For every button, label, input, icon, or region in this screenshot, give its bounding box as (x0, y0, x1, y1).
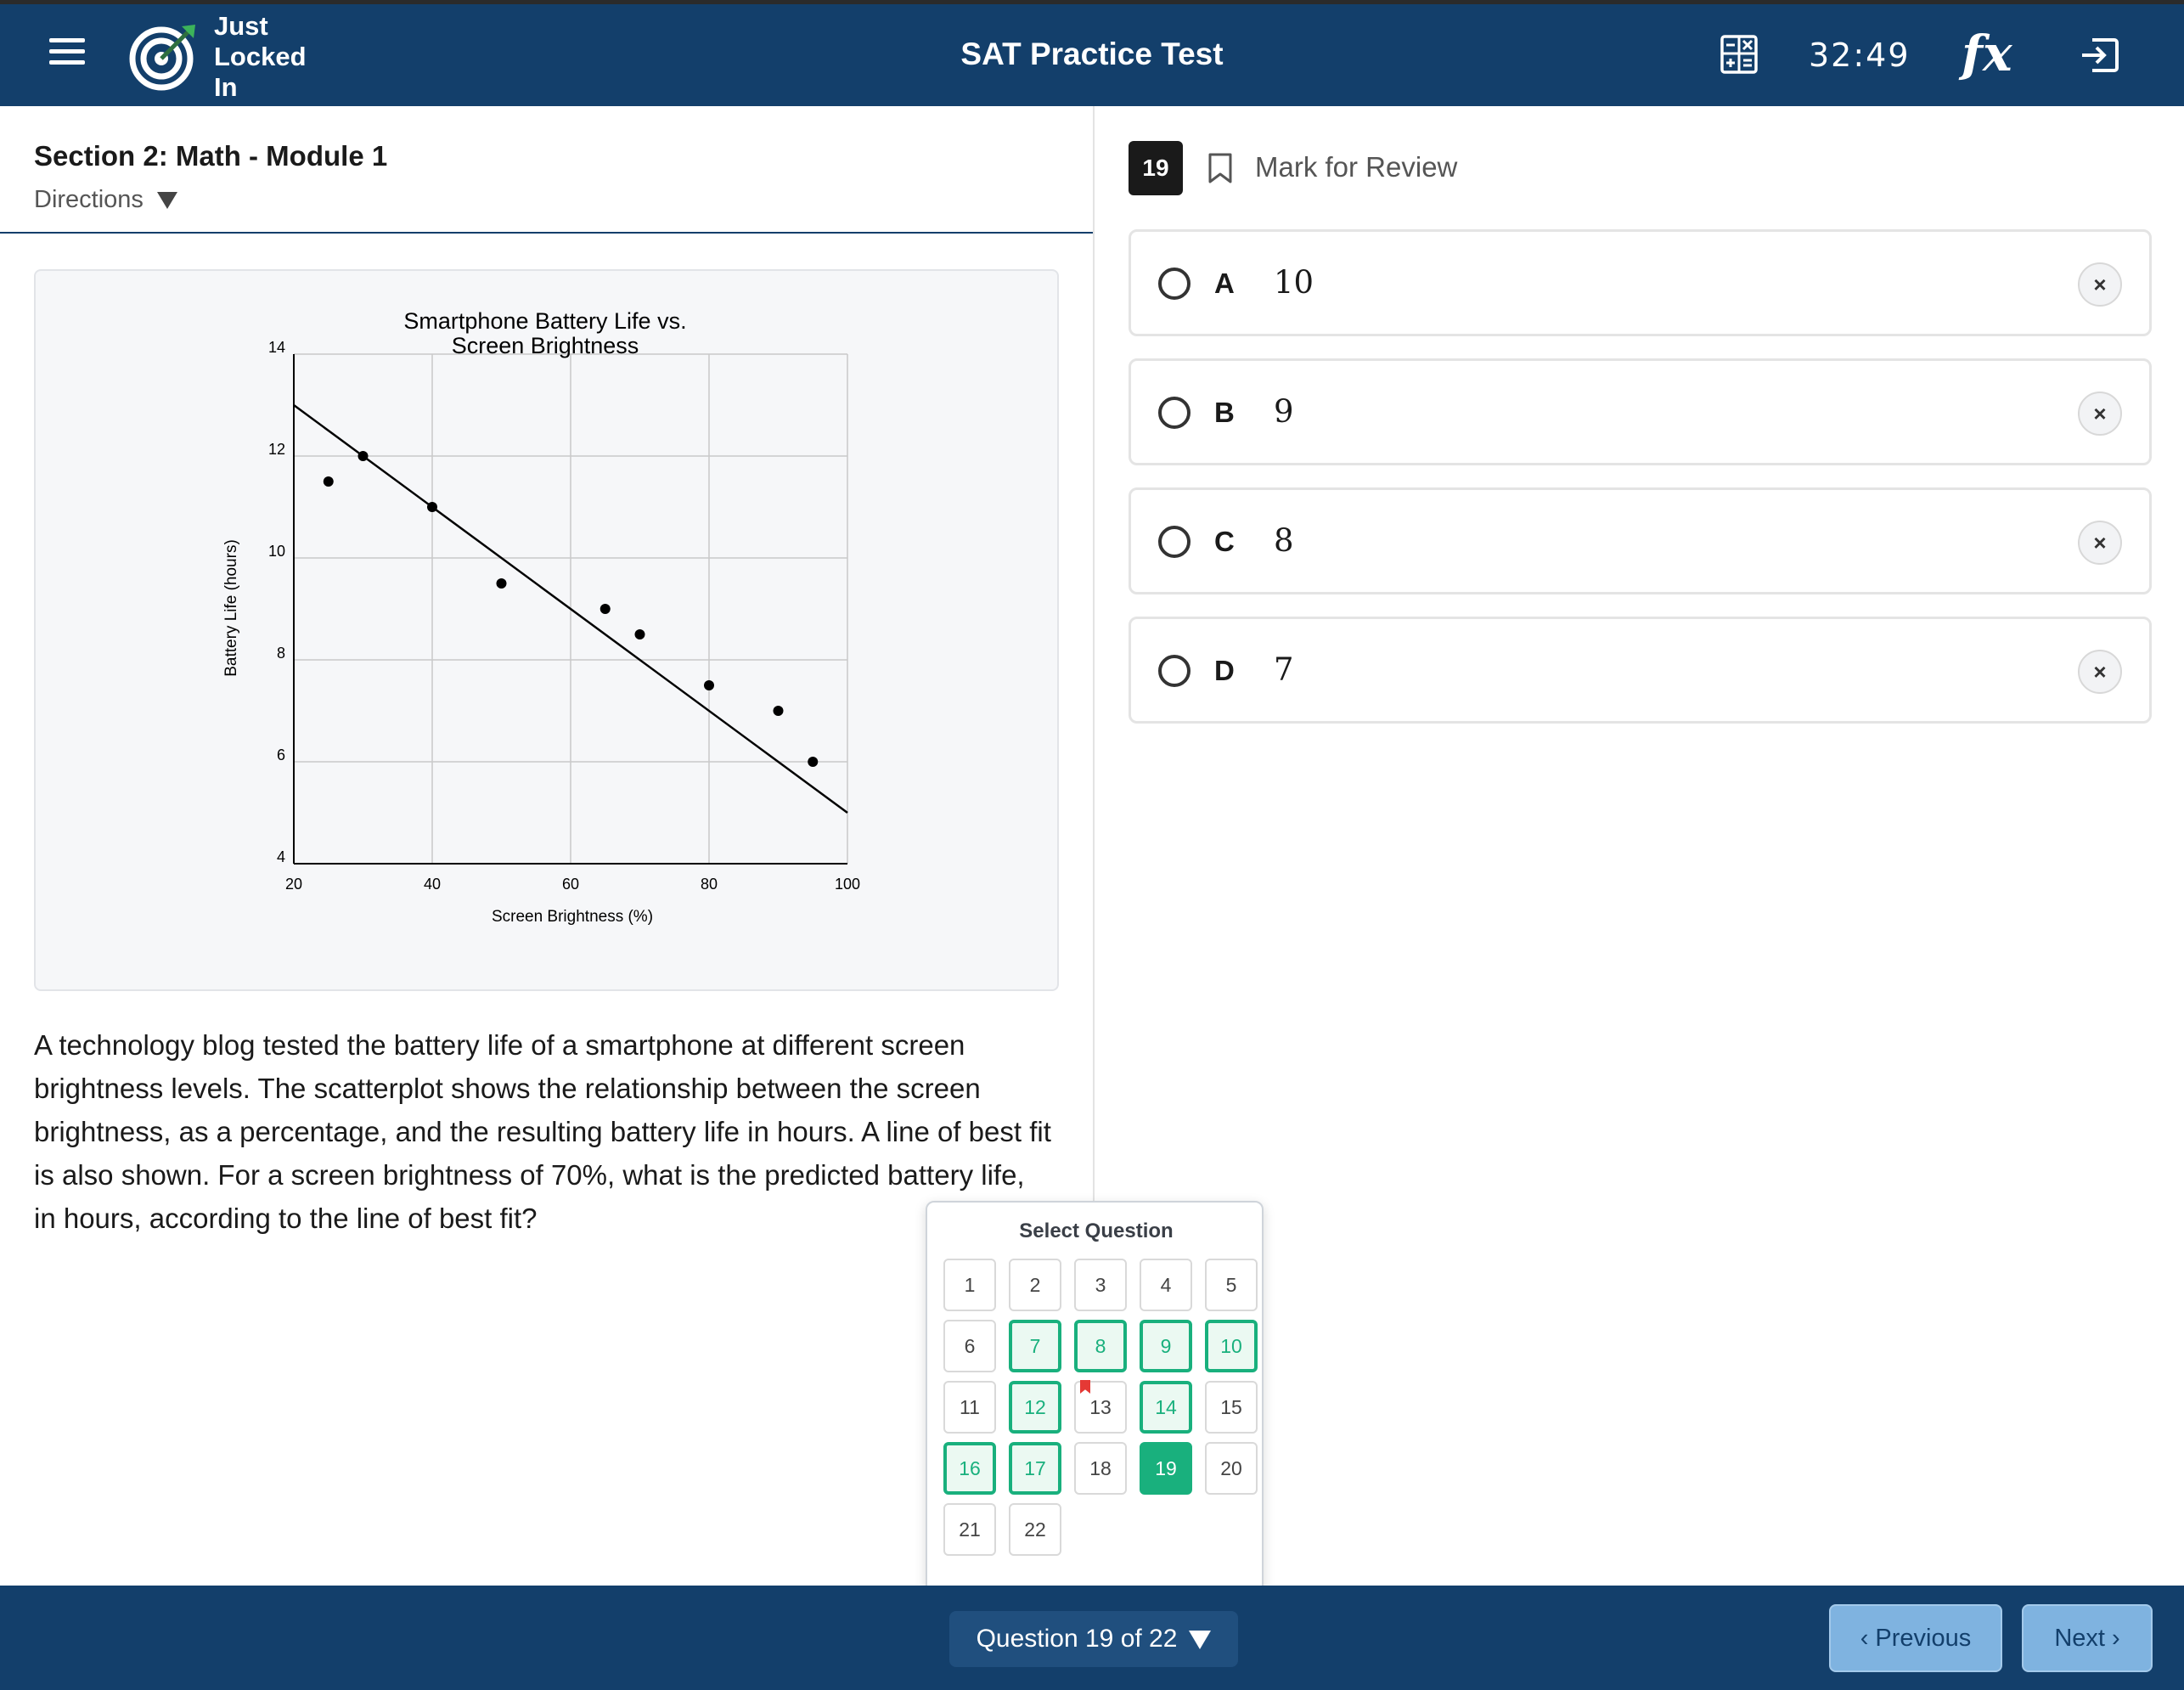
answer-option-d[interactable] (1129, 617, 2152, 724)
question-cell[interactable] (1205, 1442, 1258, 1495)
y-tick-label: 14 (267, 339, 285, 356)
radio-button[interactable] (1158, 655, 1191, 687)
radio-button[interactable] (1158, 268, 1191, 300)
question-cell[interactable] (943, 1381, 996, 1434)
y-tick-label: 4 (276, 848, 285, 865)
question-cell-number: 8 (1095, 1335, 1106, 1357)
data-point (497, 578, 507, 589)
option-letter: A (1214, 268, 1235, 299)
mark-for-review-label[interactable]: Mark for Review (1255, 151, 1458, 183)
question-cell-number: 5 (1225, 1274, 1237, 1296)
question-cell-number: 11 (960, 1396, 980, 1418)
question-cell[interactable] (1140, 1381, 1192, 1434)
question-cell[interactable] (943, 1503, 996, 1556)
question-cell[interactable] (1009, 1442, 1061, 1495)
question-cell[interactable] (1009, 1381, 1061, 1434)
question-cell-number: 15 (1220, 1396, 1242, 1418)
popup-title: Select Question (1019, 1220, 1174, 1242)
question-cell[interactable] (1140, 1259, 1192, 1311)
bottom-bar (0, 1586, 2184, 1690)
question-cell-number: 14 (1155, 1396, 1177, 1418)
question-cell[interactable] (943, 1259, 996, 1311)
formula-reference-button[interactable]: fx (1962, 25, 2012, 82)
answer-option-b[interactable] (1129, 358, 2152, 465)
eliminate-option-button[interactable]: × (2078, 392, 2122, 436)
x-tick-label: 20 (284, 876, 303, 893)
x-tick-label: 60 (561, 876, 580, 893)
question-cell[interactable] (1140, 1320, 1192, 1372)
brand-name: Just Locked In (214, 11, 307, 102)
y-tick-label: 10 (267, 543, 285, 560)
answer-option-a[interactable] (1129, 229, 2152, 336)
y-tick-label: 8 (276, 645, 285, 662)
eliminate-option-button[interactable]: × (2078, 521, 2122, 565)
data-point (600, 604, 611, 614)
question-cell[interactable] (1009, 1503, 1061, 1556)
question-cell[interactable] (1009, 1320, 1061, 1372)
scatter-chart (36, 271, 1061, 993)
next-button[interactable]: Next › (2022, 1604, 2153, 1672)
question-cell[interactable] (1205, 1320, 1258, 1372)
y-tick-label: 12 (267, 441, 285, 458)
option-value: 10 (1274, 264, 1314, 301)
option-value: 8 (1274, 522, 1294, 559)
y-axis-label: Battery Life (hours) (222, 539, 240, 677)
answer-option-c[interactable] (1129, 487, 2152, 594)
question-cell-number: 13 (1089, 1396, 1112, 1418)
chart-card (34, 269, 1059, 991)
x-tick-label: 100 (834, 876, 861, 893)
section-title: Section 2: Math - Module 1 (34, 140, 388, 172)
question-cell-number: 17 (1024, 1457, 1046, 1479)
question-cell-number: 4 (1160, 1274, 1172, 1296)
triangle-down-icon (1189, 1631, 1211, 1649)
eliminate-option-button[interactable]: × (2078, 650, 2122, 694)
question-cell-number: 10 (1220, 1335, 1242, 1357)
question-cell[interactable] (943, 1320, 996, 1372)
section-divider (0, 232, 1093, 234)
data-point (427, 502, 437, 512)
question-cell-number: 6 (964, 1335, 976, 1357)
data-point (774, 706, 784, 716)
option-value: 7 (1274, 651, 1294, 688)
option-letter: D (1214, 655, 1235, 686)
hamburger-menu-icon[interactable] (49, 38, 85, 67)
data-point (635, 629, 645, 639)
timer: 32:49 (1809, 37, 1911, 74)
question-cell-number: 21 (959, 1518, 981, 1541)
question-cell[interactable] (943, 1442, 996, 1495)
question-passage: A technology blog tested the battery life of a smartphone at different screen brightness levels. The scatterplot shows the relationship between the screen brightness, as a percentage, and the resulting battery life in hours. A line of best fit is also shown. For a screen brightness of 70%, what is the predicted battery life, in hours, according to the line of best fit? (34, 1029, 1051, 1234)
option-letter: C (1214, 526, 1235, 557)
x-axis-label: Screen Brightness (%) (491, 908, 654, 926)
exit-icon[interactable] (2080, 37, 2119, 74)
question-selector-button[interactable] (949, 1611, 1238, 1667)
y-tick-label: 6 (276, 746, 285, 763)
question-cell[interactable] (1074, 1381, 1127, 1434)
target-arrow-logo-icon (129, 21, 199, 91)
question-cell-number: 9 (1160, 1335, 1172, 1357)
triangle-down-icon (157, 192, 177, 209)
data-point (324, 476, 334, 487)
question-cell-number: 19 (1155, 1457, 1177, 1479)
question-cell[interactable] (1074, 1320, 1127, 1372)
data-point (358, 451, 369, 461)
flag-icon (1080, 1380, 1090, 1394)
question-cell[interactable] (1140, 1442, 1192, 1495)
x-tick-label: 80 (700, 876, 718, 893)
question-cell-number: 1 (964, 1274, 976, 1296)
question-cell-number: 18 (1089, 1457, 1112, 1479)
top-bar (0, 4, 2184, 106)
question-navigator-popup (926, 1201, 1264, 1602)
question-selector-label: Question 19 of 22 (976, 1625, 1178, 1653)
previous-button[interactable]: ‹ Previous (1829, 1604, 2002, 1672)
question-number-badge: 19 (1129, 141, 1183, 195)
option-letter: B (1214, 397, 1235, 428)
data-point (704, 680, 714, 690)
question-cell-number: 16 (959, 1457, 981, 1479)
radio-button[interactable] (1158, 526, 1191, 558)
question-cell[interactable] (1009, 1259, 1061, 1311)
eliminate-option-button[interactable]: × (2078, 262, 2122, 307)
chart-title-line-2: Screen Brightness (451, 333, 639, 358)
chart-title-line-1: Smartphone Battery Life vs. (403, 308, 687, 334)
question-cell-number: 22 (1024, 1518, 1046, 1541)
question-cell[interactable] (1205, 1381, 1258, 1434)
question-cell-number: 3 (1095, 1274, 1106, 1296)
page-title: SAT Practice Test (960, 37, 1224, 71)
directions-label: Directions (34, 186, 144, 213)
data-point (808, 757, 818, 767)
bookmark-icon[interactable] (1207, 152, 1234, 184)
question-cell-number: 20 (1220, 1457, 1242, 1479)
question-cell[interactable] (1205, 1259, 1258, 1311)
x-tick-label: 40 (423, 876, 442, 893)
question-cell[interactable] (1074, 1259, 1127, 1311)
option-value: 9 (1274, 393, 1294, 430)
radio-button[interactable] (1158, 397, 1191, 429)
question-cell-number: 12 (1024, 1396, 1046, 1418)
question-cell-number: 2 (1029, 1274, 1041, 1296)
calculator-icon[interactable] (1720, 35, 1758, 74)
directions-toggle[interactable] (34, 186, 177, 214)
question-cell[interactable] (1074, 1442, 1127, 1495)
question-cell-number: 7 (1029, 1335, 1041, 1357)
